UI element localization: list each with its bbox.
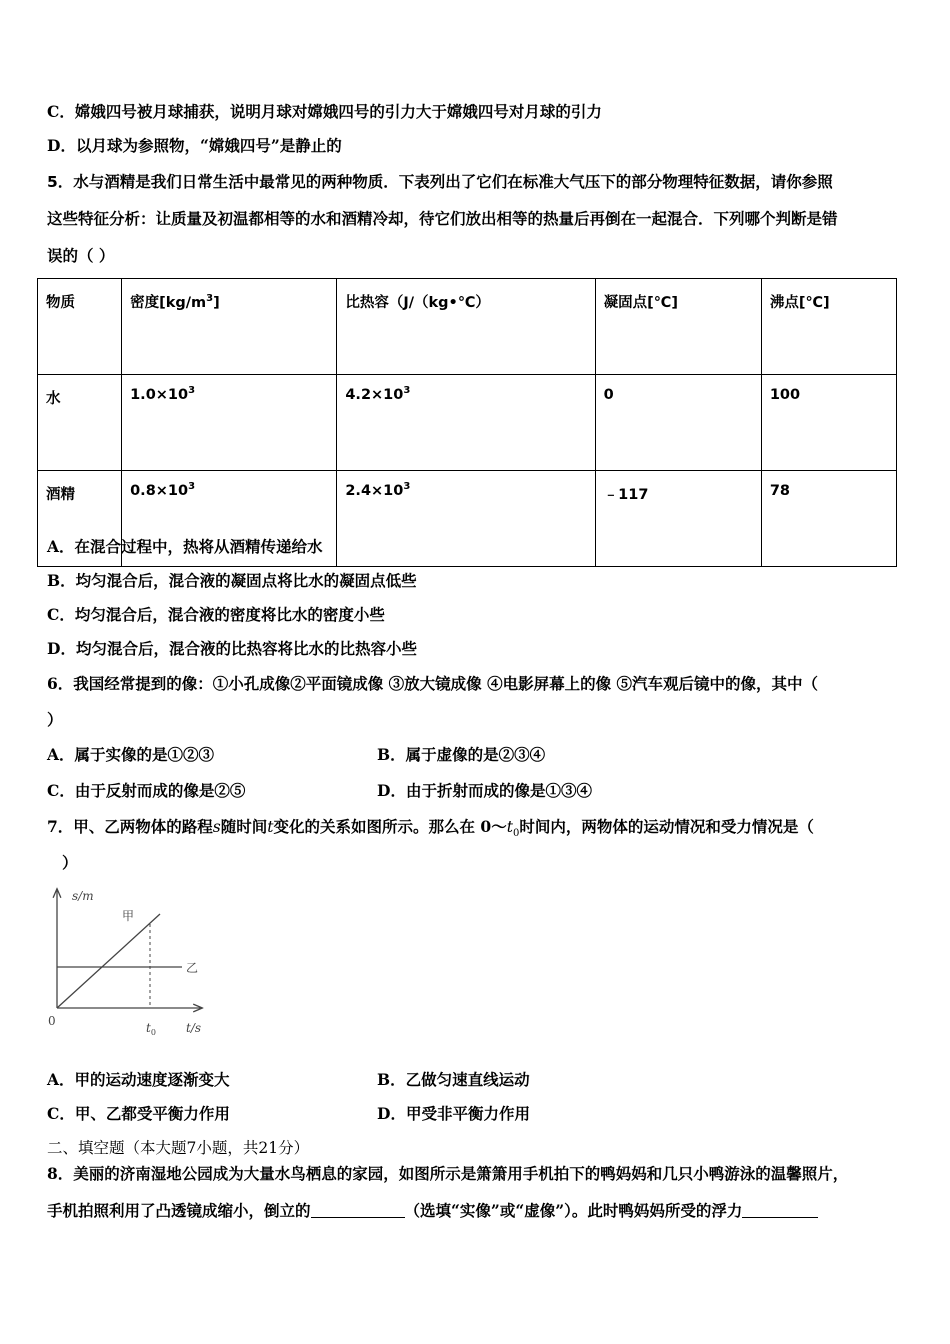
q6-option-c — [47, 781, 245, 801]
cell-density: $1.0\times 10^3$ — [122, 375, 337, 471]
q7-option-a — [47, 1070, 230, 1090]
q6-option-c-label: C． — [47, 781, 75, 800]
q4-option-d — [47, 136, 342, 156]
section-heading: 二、填空题（本大题7小题，共21分） — [47, 1139, 310, 1157]
cell-heat-capacity: $4.2\times 10^3$ — [337, 375, 595, 471]
q6-option-a-text: 属于实像的是①②③ — [74, 745, 215, 764]
q5-option-b-text: 均匀混合后，混合液的凝固点将比水的凝固点低些 — [75, 571, 417, 590]
q5-stem-line3: 误的（ ） — [47, 247, 115, 265]
q5-option-d — [47, 639, 417, 659]
q7-option-c-text: 甲、乙都受平衡力作用 — [74, 1104, 230, 1123]
q6-option-d-label: D． — [377, 781, 406, 800]
q6-option-a — [47, 745, 214, 765]
q5-option-c-text: 均匀混合后，混合液的密度将比水的密度小些 — [74, 605, 385, 624]
q6-stem-line2: ） — [47, 710, 63, 729]
answer-blank[interactable] — [742, 1203, 818, 1218]
q5-option-b — [47, 571, 417, 591]
q4-option-d-text: 以月球为参照物，“嫦娥四号”是静止的 — [75, 136, 342, 155]
q6-option-a-label: A． — [47, 745, 75, 764]
q7-option-b-label: B． — [377, 1070, 406, 1089]
cell-heat-capacity: $2.4\times 10^3$ — [337, 471, 595, 567]
distance-time-graph — [38, 880, 213, 1040]
y-axis-label: s/m — [72, 889, 94, 903]
line-jia-label: 甲 — [122, 909, 135, 923]
q5-option-c-label: C． — [47, 605, 75, 624]
q7-stem-line1: 7．甲、乙两物体的路程s随时间t变化的关系如图所示。那么在 $0\sim t_0$时间内，两物体的运动情况和受力情况是（ — [47, 817, 814, 840]
q8-line1: 8．美丽的济南湿地公园成为大量水鸟栖息的家园，如图所示是箫箫用手机拍下的鸭妈妈和几只小鸭游泳的温馨照片， — [47, 1164, 849, 1183]
q5-stem-line2: 这些特征分析：让质量及初温都相等的水和酒精冷却，待它们放出相等的热量后再倒在一起混合．下列哪个判断是错 — [47, 210, 838, 228]
q7-option-d — [377, 1104, 530, 1124]
cell-density: $0.8\times 10^3$ — [122, 471, 337, 567]
table-header-row — [38, 279, 897, 375]
q6-option-c-text: 由于反射而成的像是②⑤ — [74, 781, 246, 800]
table-row — [38, 375, 897, 471]
q5-option-a — [47, 537, 323, 557]
q7-option-d-text: 甲受非平衡力作用 — [405, 1104, 530, 1123]
property-table — [37, 278, 897, 567]
q7-option-c — [47, 1104, 230, 1124]
q5-option-c — [47, 605, 385, 625]
cell-boiling-point: 100 — [761, 375, 896, 471]
q7-option-b — [377, 1070, 530, 1090]
cell-freezing-point: 0 — [595, 375, 761, 471]
q7-stem-line2: ） — [62, 853, 78, 872]
q6-option-d — [377, 781, 592, 801]
line-yi-label: 乙 — [186, 961, 199, 975]
header-density: 密度$[kg/m^3]$ — [122, 279, 337, 375]
q7-option-c-label: C． — [47, 1104, 75, 1123]
q4-option-c-label: C． — [47, 102, 75, 121]
q4-option-d-label: D． — [47, 136, 76, 155]
header-freezing-point: 凝固点[℃] — [595, 279, 761, 375]
q6-option-d-text: 由于折射而成的像是①③④ — [405, 781, 592, 800]
q5-option-d-label: D． — [47, 639, 76, 658]
q6-option-b-label: B． — [377, 745, 406, 764]
q5-option-a-text: 在混合过程中，热将从酒精传递给水 — [74, 537, 323, 556]
answer-blank[interactable] — [311, 1203, 405, 1218]
t0-label: $t_0$ — [146, 1021, 156, 1037]
q5-option-d-text: 均匀混合后，混合液的比热容将比水的比热容小些 — [75, 639, 417, 658]
q4-option-c — [47, 102, 602, 122]
q7-option-a-text: 甲的运动速度逐渐变大 — [74, 1070, 230, 1089]
q7-option-b-text: 乙做匀速直线运动 — [405, 1070, 530, 1089]
q7-option-a-label: A． — [47, 1070, 75, 1089]
cell-boiling-point: 78 — [761, 471, 896, 567]
cell-freezing-point: ﹣117 — [595, 471, 761, 567]
header-substance: 物质 — [38, 279, 122, 375]
x-axis-label: t/s — [186, 1021, 202, 1035]
q5-option-a-label: A． — [47, 537, 75, 556]
q6-stem-line1: 6．我国经常提到的像：①小孔成像②平面镜成像 ③放大镜成像 ④电影屏幕上的像 ⑤汽车观后镜中的像，其中（ — [47, 674, 818, 693]
cell-substance: 水 — [38, 375, 122, 471]
header-heat-capacity: 比热容（J/（kg•℃） — [337, 279, 595, 375]
q6-option-b — [377, 745, 545, 765]
q6-option-b-text: 属于虚像的是②③④ — [405, 745, 546, 764]
q8-line2: 手机拍照利用了凸透镜成缩小，倒立的 （选填“实像”或“虚像”）。此时鸭妈妈所受的浮力 — [47, 1201, 818, 1221]
origin-label: 0 — [48, 1014, 56, 1028]
q5-stem-line1: 5．水与酒精是我们日常生活中最常见的两种物质．下表列出了它们在标准大气压下的部分物理特征数据，请你参照 — [47, 173, 833, 191]
q4-option-c-text: 嫦娥四号被月球捕获，说明月球对嫦娥四号的引力大于嫦娥四号对月球的引力 — [74, 102, 602, 121]
q5-option-b-label: B． — [47, 571, 76, 590]
q7-option-d-label: D． — [377, 1104, 406, 1123]
header-boiling-point: 沸点[℃] — [761, 279, 896, 375]
cell-substance: 酒精 — [38, 471, 122, 567]
line-jia — [57, 914, 160, 1008]
